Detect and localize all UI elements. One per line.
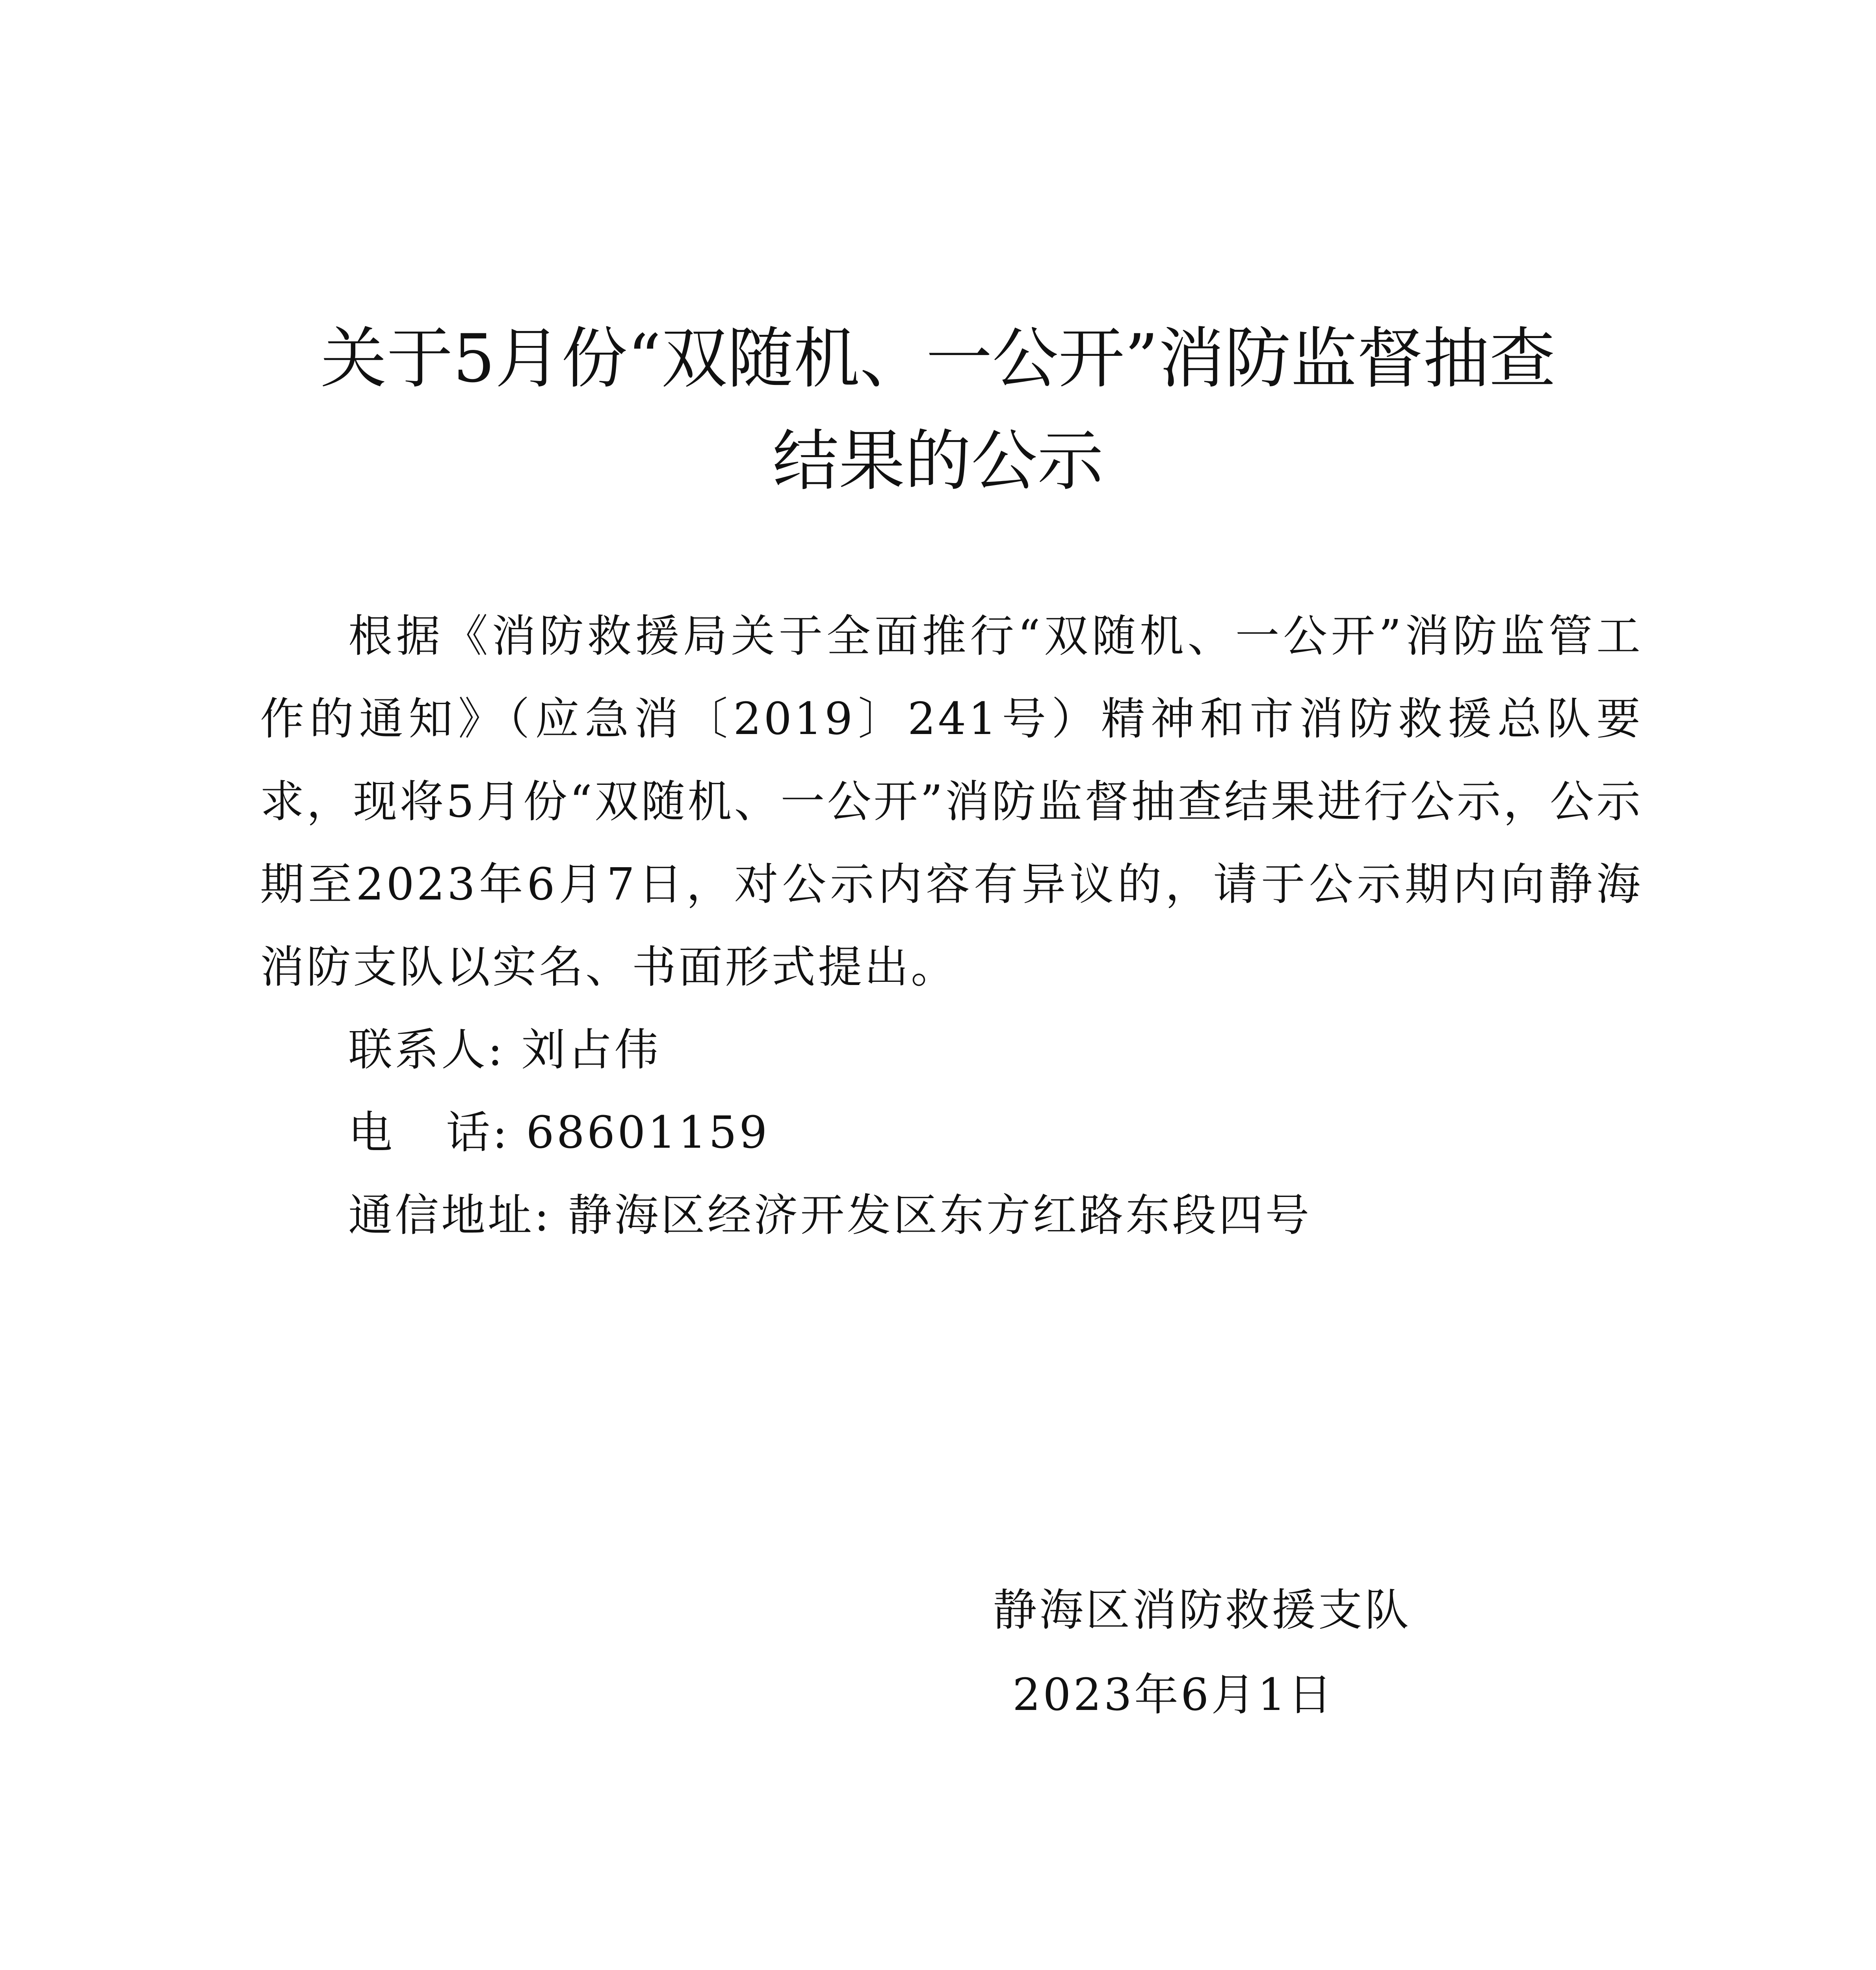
document-body: [260, 595, 1643, 1257]
signature-date: 2023年6月1日: [1012, 1669, 1335, 1721]
title-line-1: 关于5月份“双随机、一公开”消防监督抽查: [320, 320, 1556, 397]
body-paragraph: 根据《消防救援局关于全面推行“双随机、一公开”消防监管工作的通知》（应急消〔2019〕241号）精神和市消防救援总队要求，现将5月份“双随机、一公开”消防监督抽查结果进行公示，公示期至2023年6月7日，对公示内容有异议的，请于公示期内向静海消防支队以实名、书面形式提出。: [260, 611, 1643, 993]
contact-person-label: 联系人:: [348, 1024, 505, 1076]
contact-phone-value: 68601159: [526, 1107, 770, 1158]
contact-address-value: 静海区经济开发区东方红路东段四号: [568, 1190, 1312, 1241]
contact-phone-line: [260, 1091, 1643, 1174]
title-line-2: 结果的公示: [773, 422, 1103, 500]
contact-phone-label-b: 话:: [446, 1107, 510, 1158]
contact-person-value: 刘占伟: [521, 1024, 661, 1076]
contact-address-label: 通信地址:: [348, 1190, 552, 1241]
document-title: [221, 307, 1655, 512]
contact-person-line: [260, 1009, 1643, 1091]
signature-organization: 静海区消防救援支队: [993, 1585, 1411, 1636]
contact-address-line: [260, 1174, 1643, 1257]
contact-phone-label-a: 电: [348, 1107, 395, 1158]
signature-block: [977, 1568, 1647, 1738]
